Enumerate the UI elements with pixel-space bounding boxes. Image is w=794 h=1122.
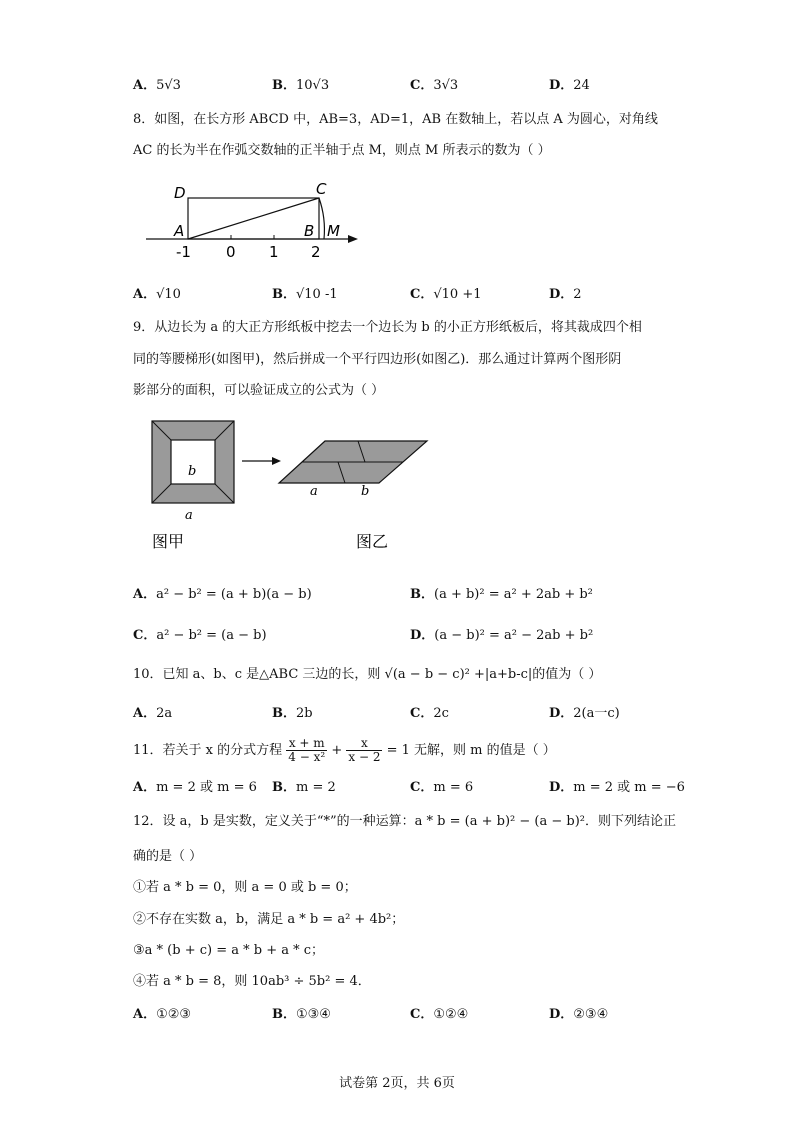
q11-option-d: D．m = 2 或 m = −6 [549, 780, 685, 795]
arrow-icon [272, 457, 281, 465]
q12-text-line1: 12．设 a，b 是实数，定义关于“*”的一种运算：a * b = (a + b)² − (a − b)²．则下列结论正 [133, 814, 676, 829]
q8-option-b: B．√10 -1 [272, 287, 338, 302]
q8-figure [140, 178, 370, 263]
label-d: D [174, 184, 186, 202]
label-c: C [316, 180, 327, 198]
q11-suffix: = 1 无解，则 m 的值是（ ） [386, 743, 556, 758]
q12-item-1: ①若 a * b = 0，则 a = 0 或 b = 0； [133, 880, 357, 895]
q10-option-a: A．2a [133, 706, 173, 721]
q9-option-c: C．a² − b² = (a − b) [133, 628, 267, 643]
q12-option-a: A．①②③ [133, 1007, 192, 1022]
q9-option-b: B．(a + b)² = a² + 2ab + b² [410, 587, 593, 602]
q12-item-3: ③a * (b + c) = a * b + a * c； [133, 943, 325, 958]
q7-option-a: A．5√3 [133, 78, 181, 93]
tick-label-0: 0 [226, 243, 236, 261]
q8-option-a: A．√10 [133, 287, 181, 302]
label-a: A [174, 222, 185, 240]
label-b-inner: b [188, 464, 197, 479]
q11-option-b: B．m = 2 [272, 780, 336, 795]
label-a-yi: a [310, 484, 318, 499]
q11-text [133, 736, 556, 766]
q11-fraction-1 [286, 737, 327, 764]
number-line-arrow-icon [348, 235, 358, 243]
q9-text-line3: 影部分的面积，可以验证成立的公式为（ ） [133, 383, 385, 398]
q10-text: 10．已知 a、b、c 是△ABC 三边的长，则 √(a − b − c)² +|a+b-c|的值为（ ） [133, 667, 602, 682]
q7-option-b: B．10√3 [272, 78, 330, 93]
q7-option-c: C．3√3 [410, 78, 459, 93]
q9-text-line2: 同的等腰梯形(如图甲)，然后拼成一个平行四边形(如图乙)．那么通过计算两个图形阴 [133, 352, 622, 367]
q8-option-d: D．2 [549, 287, 582, 302]
caption-jia: 图甲 [152, 532, 185, 551]
q11-option-a: A．m = 2 或 m = 6 [133, 780, 257, 795]
q11-prefix: 11．若关于 x 的分式方程 [133, 743, 283, 758]
q11-frac1-numerator: x + m [286, 737, 327, 751]
label-b-yi: b [361, 484, 370, 499]
q7-option-d: D．24 [549, 78, 590, 93]
q11-frac1-denominator: 4 − x² [288, 750, 326, 764]
q12-option-d: D．②③④ [549, 1007, 609, 1022]
tick-label-1: 1 [269, 243, 279, 261]
diagonal-ac [188, 198, 319, 239]
arc-cm [319, 198, 324, 239]
label-a-outer: a [185, 508, 193, 523]
q12-item-4: ④若 a * b = 8，则 10ab³ ÷ 5b² = 4． [133, 974, 371, 989]
q8-option-c: C．√10 +1 [410, 287, 482, 302]
q9-option-d: D．(a − b)² = a² − 2ab + b² [410, 628, 594, 643]
q11-frac2-denominator: x − 2 [348, 750, 381, 764]
q12-item-2: ②不存在实数 a，b，满足 a * b = a² + 4b²； [133, 912, 405, 927]
q12-option-c: C．①②④ [410, 1007, 469, 1022]
caption-yi: 图乙 [356, 532, 389, 551]
q8-text-line2: AC 的长为半在作弧交数轴的正半轴于点 M，则点 M 所表示的数为（ ） [133, 143, 551, 158]
q10-option-d: D．2(a一c) [549, 706, 620, 721]
q9-text-line1: 9．从边长为 a 的大正方形纸板中挖去一个边长为 b 的小正方形纸板后，将其裁成四个相 [133, 320, 642, 335]
tick-label-neg1: -1 [176, 243, 191, 261]
q11-plus: + [331, 743, 343, 758]
q11-fraction-2 [346, 737, 382, 764]
q10-option-b: B．2b [272, 706, 313, 721]
page-footer: 试卷第 2页，共 6页 [339, 1076, 455, 1091]
q12-option-b: B．①③④ [272, 1007, 331, 1022]
q12-text-line2: 确的是（ ） [133, 849, 203, 864]
q9-figure [145, 413, 445, 553]
q11-frac2-numerator: x [346, 737, 382, 751]
q10-option-c: C．2c [410, 706, 449, 721]
q8-text-line1: 8．如图，在长方形 ABCD 中，AB=3，AD=1，AB 在数轴上，若以点 A 为圆心，对角线 [133, 112, 658, 127]
label-b: B [304, 222, 315, 240]
label-m: M [327, 222, 340, 240]
q9-option-a: A．a² − b² = (a + b)(a − b) [133, 587, 312, 602]
q11-option-c: C．m = 6 [410, 780, 474, 795]
tick-label-2: 2 [311, 243, 321, 261]
